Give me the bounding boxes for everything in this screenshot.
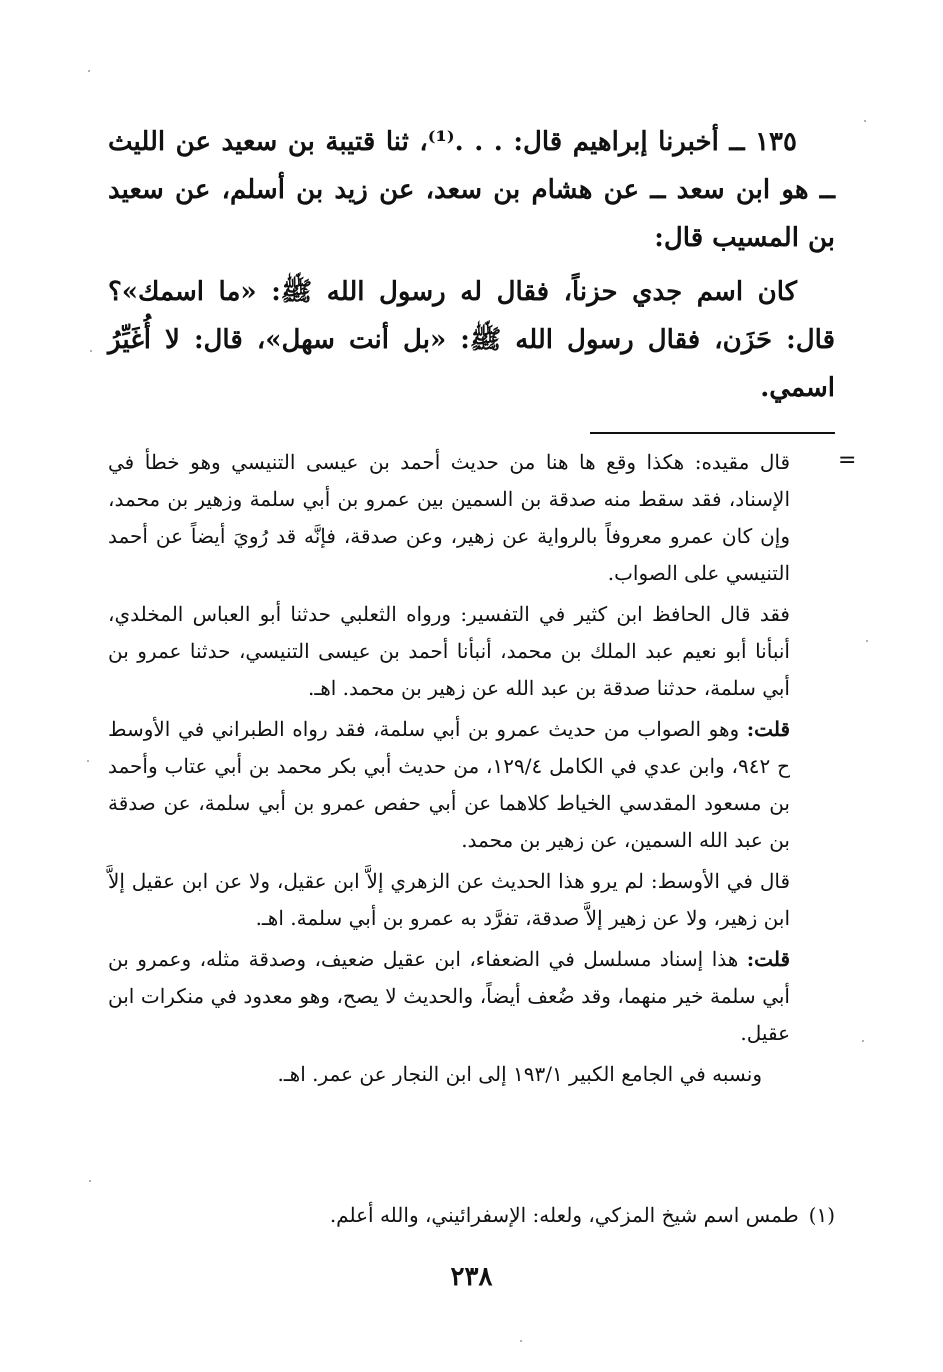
scan-speck xyxy=(520,1340,522,1342)
commentary-text: وهو الصواب من حديث عمرو بن أبي سلمة، فقد رواه الطبراني في الأوسط ح ٩٤٢، وابن عدي في الكامل ١٢٩/٤، من حديث أبي بكر محمد بن أبي عتاب وأحمد بن مسعود المقدسي الخياط كلاهما عن أبي حفص عمرو بن أبي سلمة، عن صدقة بن عبد الله السمين، عن زهير بن محمد. xyxy=(108,717,790,852)
scan-speck xyxy=(88,70,90,72)
commentary-paragraph xyxy=(108,711,790,859)
continuation-marker: = xyxy=(838,448,857,473)
scan-speck xyxy=(862,1040,864,1042)
footnote-marker: (١) xyxy=(808,1203,835,1227)
hadith-number: ١٣٥ xyxy=(755,127,797,157)
commentary-text: فقد قال الحافظ ابن كثير في التفسير: ورواه الثعلبي حدثنا أبو العباس المخلدي، أنبأنا أبو نعيم عبد الملك بن محمد، أنبأنا أحمد بن عيسى التنيسي، حدثنا عمرو بن أبي سلمة، حدثنا صدقة بن عبد الله عن زهير بن محمد. اهـ. xyxy=(108,602,790,700)
hadith-paragraph-matn: كان اسم جدي حزناً، فقال له رسول الله ﷺ: «ما اسمك»؟ قال: حَزَن، فقال رسول الله ﷺ: «بل أنت سهل»، قال: لا أُغَيِّرُ اسمي. xyxy=(108,277,835,403)
footnote-separator xyxy=(590,432,835,434)
scan-speck xyxy=(89,1180,91,1182)
page-number: ٢٣٨ xyxy=(450,1262,493,1292)
hadith-paragraph-isnad xyxy=(108,118,835,262)
commentary-block xyxy=(108,444,790,1097)
commentary-lead: قلت: xyxy=(746,947,790,971)
footnote xyxy=(108,1197,835,1234)
commentary-paragraph xyxy=(108,941,790,1052)
scan-speck xyxy=(864,120,866,122)
scan-speck xyxy=(90,350,92,352)
commentary-paragraph xyxy=(108,863,790,937)
commentary-paragraph xyxy=(108,596,790,707)
commentary-lead: قلت: xyxy=(746,717,790,741)
commentary-text: قال في الأوسط: لم يرو هذا الحديث عن الزهري إلاَّ ابن عقيل، ولا عن ابن عقيل إلاَّ ابن زهير، ولا عن زهير إلاَّ صدقة، تفرَّد به عمرو بن أبي سلمة. اهـ. xyxy=(108,869,790,930)
commentary-text: هذا إسناد مسلسل في الضعفاء، ابن عقيل ضعيف، وصدقة مثله، وعمرو بن أبي سلمة خير منهما، وقد ضُعف أيضاً، والحديث لا يصح، وهو معدود في منكرات ابن عقيل. xyxy=(108,947,790,1045)
hadith-text xyxy=(108,118,835,418)
scan-speck xyxy=(87,760,89,762)
footnote-text: طمس اسم شيخ المزكي، ولعله: الإسفرائيني، والله أعلم. xyxy=(329,1203,799,1227)
isnad-text: ــ أخبرنا إبراهيم قال: . . .⁽¹⁾، ثنا قتيبة بن سعيد عن الليث ــ هو ابن سعد ــ عن هشام بن سعد، عن زيد بن أسلم، عن سعيد بن المسيب قال: xyxy=(108,127,835,253)
commentary-paragraph xyxy=(108,444,790,592)
scan-speck xyxy=(866,640,868,642)
commentary-text: قال مقيده: هكذا وقع ها هنا من حديث أحمد بن عيسى التنيسي وهو خطأ في الإسناد، فقد سقط منه صدقة بن السمين بين عمرو بن أبي سلمة وزهير بن محمد، وإن كان عمرو معروفاً بالرواية عن زهير، وعن صدقة، فإنَّه قد رُويَ أيضاً عن أحمد التنيسي على الصواب. xyxy=(108,450,790,585)
commentary-last-line: ونسبه في الجامع الكبير ١٩٣/١ إلى ابن النجار عن عمر. اهـ. xyxy=(277,1062,762,1086)
